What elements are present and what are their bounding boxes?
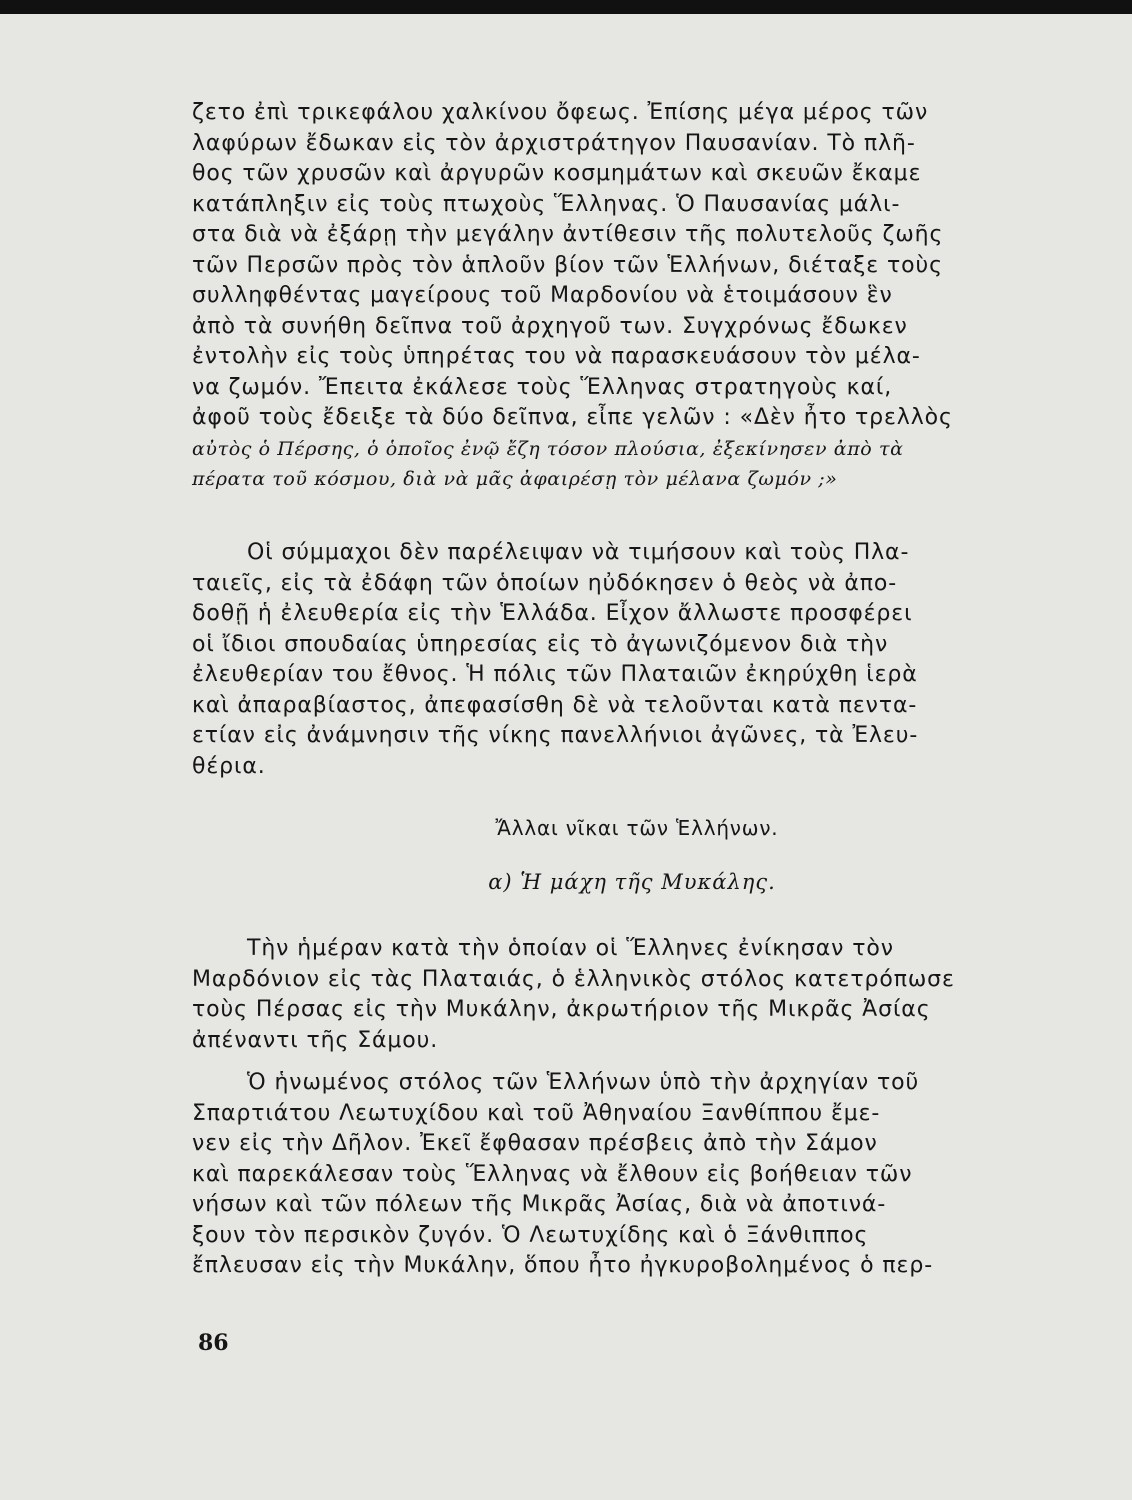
text-line: Μαρδόνιον εἰς τὰς Πλαταιάς, ὁ ἑλληνικὸς στόλος κατετρόπωσε: [192, 966, 955, 992]
text-line: Τὴν ἡμέραν κατὰ τὴν ὁποίαν οἱ Ἕλληνες ἐνίκησαν τὸν: [247, 936, 894, 961]
paragraph-1: [192, 98, 1042, 495]
text-line: ἐντολὴν εἰς τοὺς ὑπηρέτας του νὰ παρασκευάσουν τὸν μέλα-: [192, 344, 921, 369]
text-line: στα διὰ νὰ ἐξάρῃ τὴν μεγάλην ἀντίθεσιν τῆς πολυτελοῦς ζωῆς: [192, 222, 944, 247]
text-line: ἀφοῦ τοὺς ἔδειξε τὰ δύο δεῖπνα, εἶπε γελῶν : «Δὲν ἦτο τρελλὸς: [192, 405, 953, 430]
text-line: ζετο ἐπὶ τρικεφάλου χαλκίνου ὄφεως. Ἐπίσης μέγα μέρος τῶν: [192, 100, 929, 125]
text-line: τῶν Περσῶν πρὸς τὸν ἁπλοῦν βίον τῶν Ἑλλήνων, διέταξε τοὺς: [192, 252, 943, 278]
text-line: θέρια.: [192, 753, 266, 779]
text-line: Σπαρτιάτου Λεωτυχίδου καὶ τοῦ Ἀθηναίου Ξανθίππου ἔμε-: [192, 1100, 881, 1126]
text-line: ταιεῖς, εἰς τὰ ἐδάφη τῶν ὁποίων ηὐδόκησεν ὁ θεὸς νὰ ἀπο-: [192, 570, 898, 596]
text-line: ἀπέναντι τῆς Σάμου.: [192, 1027, 439, 1053]
text-line: θος τῶν χρυσῶν καὶ ἀργυρῶν κοσμημάτων καὶ σκευῶν ἔκαμε: [192, 161, 922, 186]
text-line: να ζωμόν. Ἔπειτα ἐκάλεσε τοὺς Ἕλληνας στρατηγοὺς καί,: [192, 374, 893, 400]
text-line: ἀπὸ τὰ συνήθη δεῖπνα τοῦ ἀρχηγοῦ των. Συγχρόνως ἔδωκεν: [192, 313, 908, 339]
subsection-heading: α) Ἡ μάχη τῆς Μυκάλης.: [488, 870, 776, 894]
text-line: ξουν τὸν περσικὸν ζυγόν. Ὁ Λεωτυχίδης καὶ ὁ Ξάνθιππος: [192, 1222, 869, 1248]
text-line: ετίαν εἰς ἀνάμνησιν τῆς νίκης πανελλήνιοι ἀγῶνες, τὰ Ἐλευ-: [192, 723, 919, 748]
text-line: καὶ παρεκάλεσαν τοὺς Ἕλληνας νὰ ἔλθουν εἰς βοήθειαν τῶν: [192, 1161, 913, 1187]
text-line: νήσων καὶ τῶν πόλεων τῆς Μικρᾶς Ἀσίας, διὰ νὰ ἀποτινά-: [192, 1192, 887, 1217]
text-line: δοθῇ ἡ ἐλευθερία εἰς τὴν Ἑλλάδα. Εἶχον ἄλλωστε προσφέρει: [192, 601, 913, 626]
text-line: τοὺς Πέρσας εἰς τὴν Μυκάλην, ἀκρωτήριον τῆς Μικρᾶς Ἀσίας: [192, 997, 931, 1022]
paragraph-3: [192, 934, 1042, 1056]
section-heading: Ἄλλαι νῖκαι τῶν Ἑλλήνων.: [495, 816, 779, 840]
paragraph-4: [192, 1068, 1042, 1282]
text-line: νεν εἰς τὴν Δῆλον. Ἐκεῖ ἔφθασαν πρέσβεις ἀπὸ τὴν Σάμον: [192, 1131, 878, 1156]
paragraph-2: [192, 538, 1042, 782]
page-top-edge: [0, 0, 1132, 14]
text-line: οἱ ἴδιοι σπουδαίας ὑπηρεσίας εἰς τὸ ἀγωνιζόμενον διὰ τὴν: [192, 631, 889, 657]
text-line: ἐλευθερίαν του ἔθνος. Ἡ πόλις τῶν Πλαταιῶν ἐκηρύχθη ἱερὰ: [192, 662, 918, 687]
text-line: καὶ ἀπαραβίαστος, ἀπεφασίσθη δὲ νὰ τελοῦνται κατὰ πεντα-: [192, 692, 918, 718]
text-line: λαφύρων ἔδωκαν εἰς τὸν ἀρχιστράτηγον Παυσανίαν. Τὸ πλῆ-: [192, 130, 916, 156]
text-line: Οἱ σύμμαχοι δὲν παρέλειψαν νὰ τιμήσουν καὶ τοὺς Πλα-: [247, 540, 910, 565]
text-line: συλληφθέντας μαγείρους τοῦ Μαρδονίου νὰ ἑτοιμάσουν ἓν: [192, 283, 893, 308]
page-number: 86: [198, 1330, 229, 1356]
text-line: ἔπλευσαν εἰς τὴν Μυκάλην, ὅπου ἦτο ἠγκυροβολημένος ὁ περ-: [192, 1253, 934, 1278]
text-line: Ὁ ἡνωμένος στόλος τῶν Ἑλλήνων ὑπὸ τὴν ἀρχηγίαν τοῦ: [247, 1070, 920, 1095]
quote-line: πέρατα τοῦ κόσμου, διὰ νὰ μᾶς ἀφαιρέσῃ τὸν μέλανα ζωμόν ;»: [192, 468, 838, 490]
text-line: κατάπληξιν εἰς τοὺς πτωχοὺς Ἕλληνας. Ὁ Παυσανίας μάλι-: [192, 191, 901, 217]
quote-line: αὐτὸς ὁ Πέρσης, ὁ ὁποῖος ἐνῷ ἔζη τόσον πλούσια, ἐξεκίνησεν ἀπὸ τὰ: [192, 437, 904, 460]
